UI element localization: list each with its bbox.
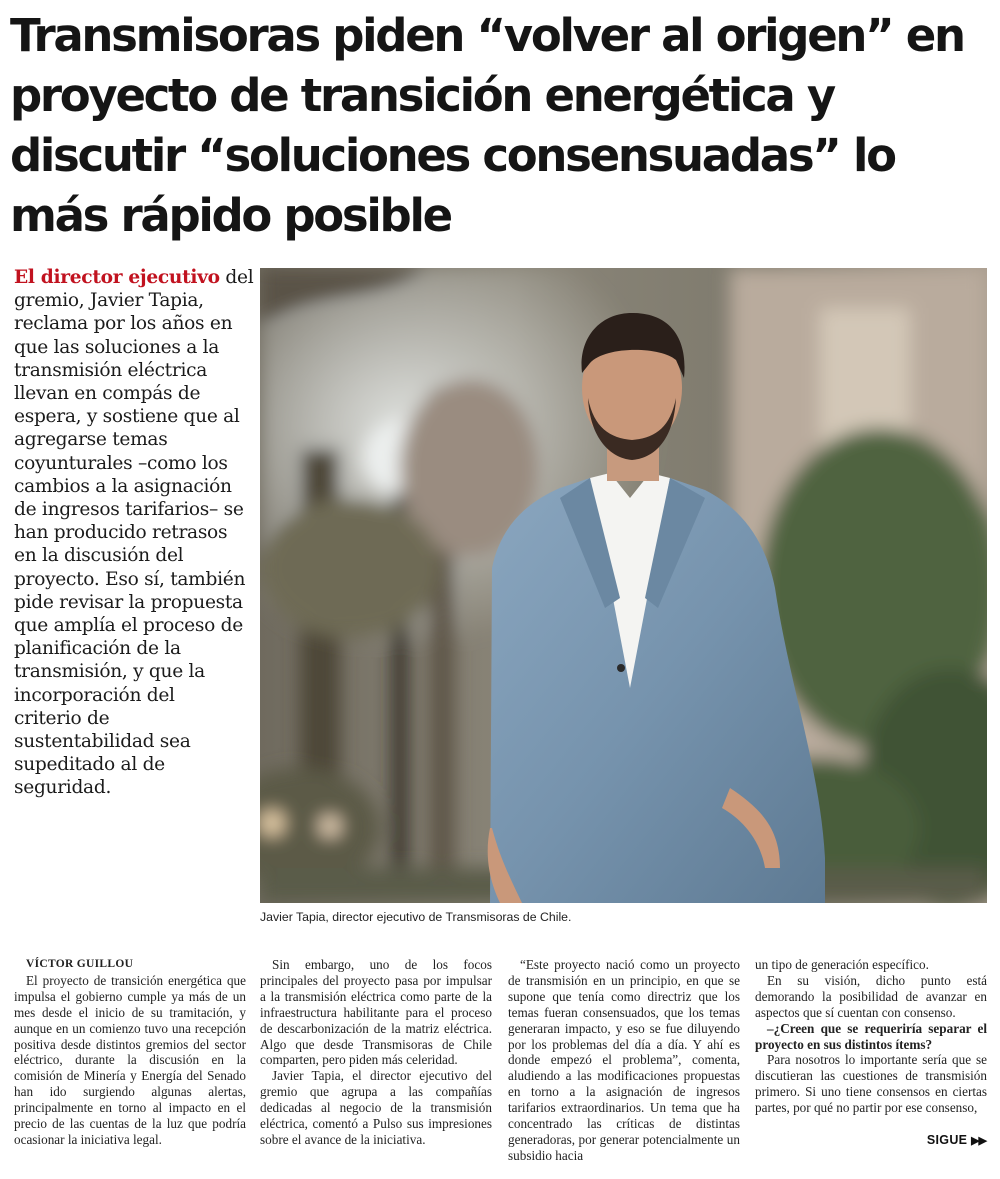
article-column-3 — [508, 957, 740, 1164]
lede-line: planificación de la — [14, 638, 181, 660]
lede-first-line — [14, 266, 254, 289]
portrait-photo — [260, 268, 987, 903]
lede-paragraph — [14, 266, 254, 800]
lede-line: en la discusión del — [14, 545, 184, 567]
lede-line: coyunturales –como los — [14, 452, 228, 474]
paragraph: El proyecto de transición energética que impulsa el gobierno cumple ya más de un mes desde el inicio de su tramitación, y aunque en un comienzo tuvo una recepción positiva desde distintos gremios del sector eléctrico, durante la discusión en la comisión de Minería y Energía del Senado han ido surgiendo algunas alertas, principalmente en torno al impacto en el precio de las cuentas de la luz que podría ocasionar la iniciativa legal. — [14, 972, 246, 1147]
lede-line: gremio, Javier Tapia, — [14, 290, 204, 312]
paragraph: Sin embargo, uno de los focos principales del proyecto pasa por impulsar a la transmisión eléctrica como parte de la infraestructura habilitante para el proceso de descarbonización de la matriz eléctrica. Algo que desde Transmisoras de Chile comparten, pero piden más celeridad. — [260, 957, 492, 1068]
lede-line: de ingresos tarifarios– se — [14, 499, 244, 521]
lede-line: incorporación del — [14, 684, 175, 706]
continue-marker — [927, 1133, 986, 1147]
lede-line: transmisión eléctrica — [14, 359, 207, 381]
lede-line: proyecto. Eso sí, también — [14, 568, 246, 590]
paragraph: Para nosotros lo importante sería que se discutieran las cuestiones de transmisión primero. Si uno tiene consensos en ciertas partes, por qué no partir por ese consenso, — [755, 1052, 987, 1116]
paragraph: En su visión, dicho punto está demorando la posibilidad de avanzar en aspectos que sí cuentan con consenso. — [755, 972, 987, 1020]
lede-line: seguridad. — [14, 777, 112, 799]
headline-line: proyecto de transición energética y — [10, 69, 834, 122]
double-arrow-icon: ▶▶ — [971, 1135, 986, 1147]
lede-line: espera, y sostiene que al — [14, 406, 240, 428]
lede-line: criterio de — [14, 707, 110, 729]
paragraph: “Este proyecto nació como un proyecto de transmisión en un principio, en que se supone que tenía como directriz que los temas fueran consensuados, que los temas generaran impacto, y eso se fue diluyendo por los problemas del día a día. Y ahí es donde empezó el problema”, comenta, aludiendo a las modificaciones propuestas en torno a la asignación de ingresos tarifarios extraordinarios. Un tema que ha concentrado las críticas de distintas generadoras, por generar potencialmente un subsidio hacia — [508, 957, 740, 1163]
lede-line: transmisión, y que la — [14, 661, 205, 683]
headline-line: Transmisoras piden “volver al origen” en — [10, 9, 964, 62]
headline-line: más rápido posible — [10, 189, 451, 242]
article-column-2 — [260, 957, 492, 1148]
headline — [10, 6, 985, 246]
article-column-4 — [755, 957, 987, 1116]
lede-line: cambios a la asignación — [14, 475, 232, 497]
headline-line: discutir “soluciones consensuadas” lo — [10, 129, 895, 182]
interview-question: –¿Creen que se requeriría separar el proyecto en sus distintos ítems? — [755, 1020, 987, 1052]
paragraph-continuation: un tipo de generación específico. — [755, 957, 929, 972]
lede-line: agregarse temas — [14, 429, 168, 451]
lede-line: supeditado al de — [14, 754, 165, 776]
lede-first-line-rest: del — [219, 267, 254, 288]
photo-caption: Javier Tapia, director ejecutivo de Transmisoras de Chile. — [260, 910, 572, 924]
lede-line: llevan en compás de — [14, 383, 201, 405]
lede-line: sustentabilidad sea — [14, 731, 191, 753]
continue-label: SIGUE — [926, 1133, 968, 1147]
lede-lead-in: El director ejecutivo — [14, 267, 220, 288]
lede-line: reclama por los años en — [14, 313, 233, 335]
lede-line: que amplía el proceso de — [14, 615, 243, 637]
paragraph: Javier Tapia, el director ejecutivo del gremio que agrupa a las compañías dedicadas al negocio de la transmisión eléctrica, comentó a Pulso sus impresiones sobre el avance de la iniciativa. — [260, 1068, 492, 1147]
byline: VÍCTOR GUILLOU — [26, 958, 134, 970]
lede-line: que las soluciones a la — [14, 336, 220, 358]
article-column-1 — [14, 957, 246, 1148]
lede-line: han producido retrasos — [14, 522, 228, 544]
lede-line: pide revisar la propuesta — [14, 591, 243, 613]
portrait-illustration — [260, 268, 987, 903]
